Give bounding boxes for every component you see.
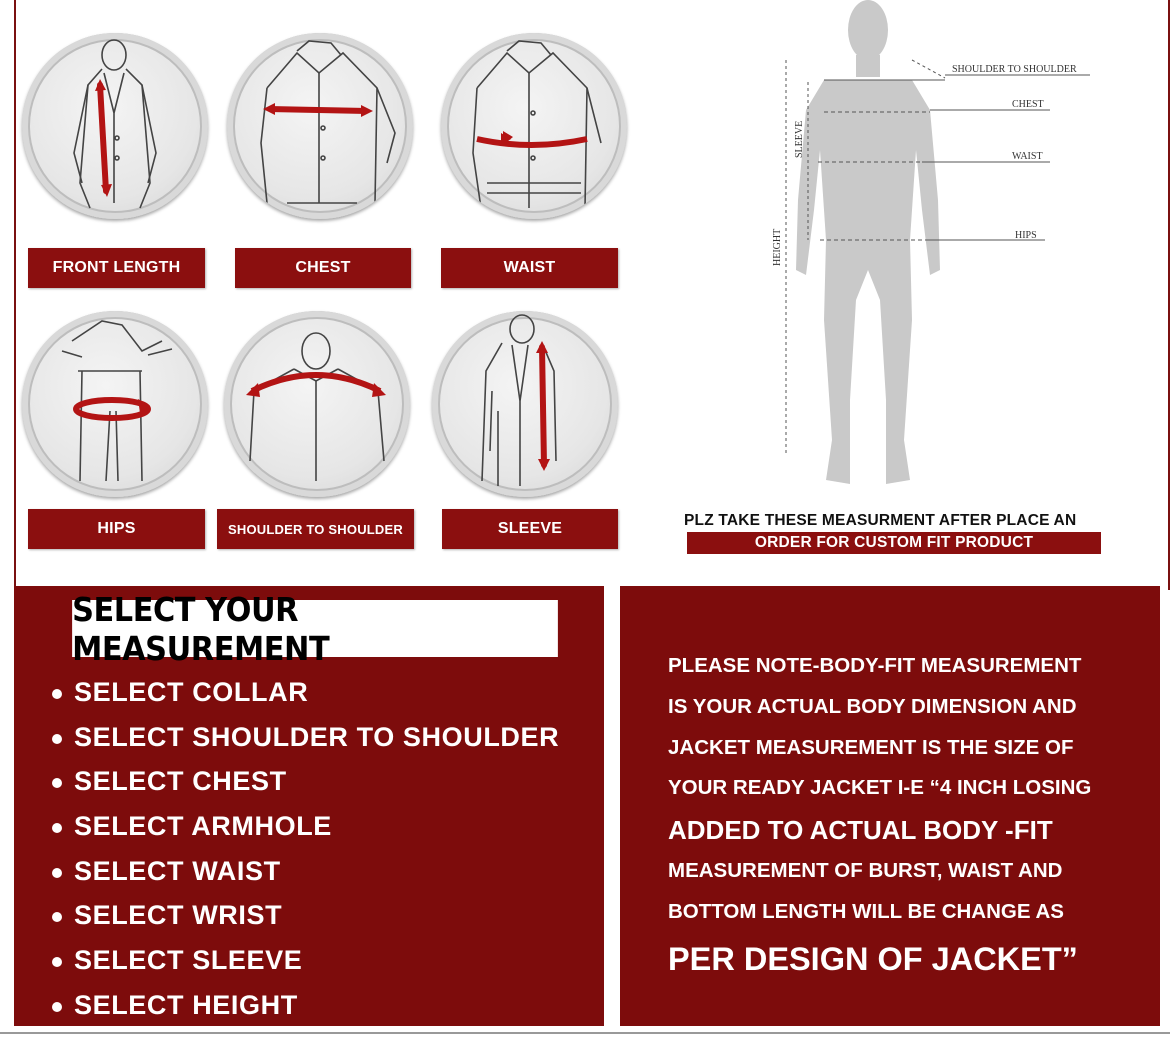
body-height-text: HEIGHT [772, 228, 783, 266]
front-length-label: FRONT LENGTH [28, 248, 205, 288]
note-line: PER DESIGN OF JACKET” [668, 940, 1078, 977]
sleeve-illustration [432, 311, 618, 497]
shoulder-to-shoulder-label: SHOULDER TO SHOULDER [217, 509, 414, 549]
sleeve-label: SLEEVE [442, 509, 618, 549]
bullet-icon [52, 868, 62, 878]
note-line: YOUR READY JACKET I-E “4 INCH LOSING [668, 776, 1092, 800]
chest-illustration [227, 33, 413, 219]
bullet-icon [52, 823, 62, 833]
fit-note-panel [620, 586, 1160, 1026]
body-shoulder-text: SHOULDER TO SHOULDER [952, 64, 1077, 75]
select-measurement-list [52, 670, 559, 1028]
list-item: SELECT SHOULDER TO SHOULDER [52, 715, 559, 760]
list-item: SELECT WAIST [52, 849, 559, 894]
bottom-divider [0, 1032, 1170, 1034]
list-item: SELECT COLLAR [52, 670, 559, 715]
list-item: SELECT SLEEVE [52, 938, 559, 983]
note-line: MEASUREMENT OF BURST, WAIST AND [668, 859, 1063, 883]
body-sleeve-text: SLEEVE [794, 120, 805, 158]
list-item: SELECT CHEST [52, 759, 559, 804]
body-measurement-chart [740, 0, 1120, 500]
waist-label: WAIST [441, 248, 618, 288]
list-item: SELECT WRIST [52, 893, 559, 938]
note-line: ADDED TO ACTUAL BODY -FIT [668, 815, 1053, 846]
bullet-icon [52, 957, 62, 967]
list-item: SELECT HEIGHT [52, 983, 559, 1028]
bullet-icon [52, 689, 62, 699]
notice-line-2: ORDER FOR CUSTOM FIT PRODUCT [687, 532, 1101, 554]
select-measurement-panel [14, 586, 604, 1026]
front-length-illustration [22, 33, 208, 219]
waist-illustration [441, 33, 627, 219]
bullet-icon [52, 778, 62, 788]
hips-label: HIPS [28, 509, 205, 549]
body-chest-text: CHEST [1012, 99, 1044, 110]
note-line: JACKET MEASUREMENT IS THE SIZE OF [668, 735, 1074, 759]
note-line: PLEASE NOTE-BODY-FIT MEASUREMENT [668, 654, 1082, 677]
body-waist-text: WAIST [1012, 151, 1043, 162]
chest-label: CHEST [235, 248, 411, 288]
notice-line-1: PLZ TAKE THESE MEASURMENT AFTER PLACE AN [684, 512, 1077, 529]
note-line: IS YOUR ACTUAL BODY DIMENSION AND [668, 694, 1077, 718]
bullet-icon [52, 734, 62, 744]
list-item: SELECT ARMHOLE [52, 804, 559, 849]
frame-left-border [14, 0, 16, 590]
note-line: BOTTOM LENGTH WILL BE CHANGE AS [668, 899, 1064, 923]
hips-illustration [22, 311, 208, 497]
bullet-icon [52, 912, 62, 922]
shoulder-illustration [224, 311, 410, 497]
bullet-icon [52, 1002, 62, 1012]
body-hips-text: HIPS [1015, 230, 1037, 241]
select-measurement-title: SELECT YOUR MEASUREMENT [72, 600, 558, 657]
fit-note-text [668, 646, 1148, 985]
